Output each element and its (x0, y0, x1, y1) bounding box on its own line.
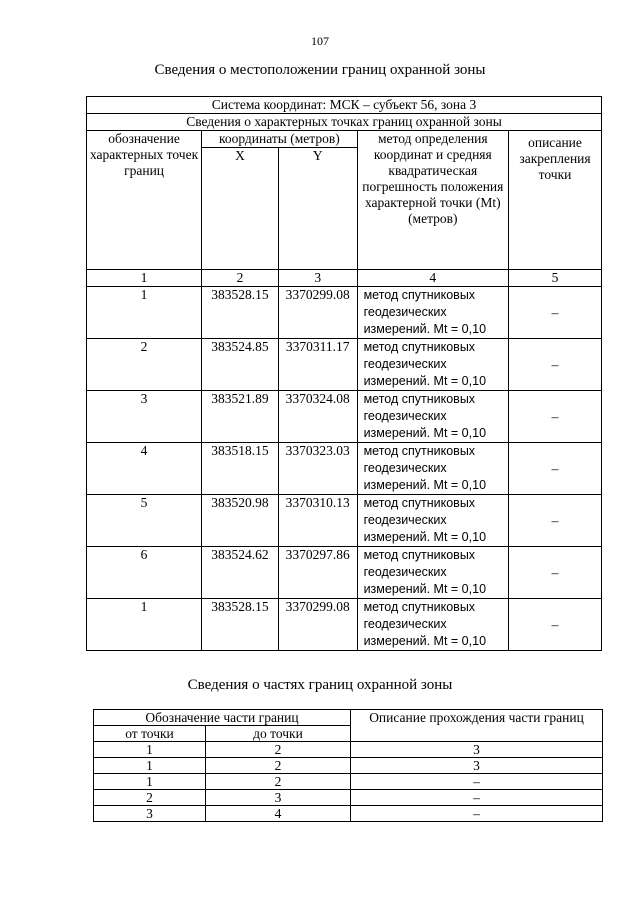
from-point: 1 (94, 758, 206, 774)
header-boundary-part: Обозначение части границ (94, 710, 351, 726)
method-description: метод спутниковых геодезических измерений. Mt = 0,10 (357, 339, 508, 391)
table-row (94, 806, 603, 822)
coordinate-y: 3370311.17 (278, 339, 357, 391)
header-from-point: от точки (94, 726, 206, 742)
table-row (87, 599, 602, 651)
coordinate-y: 3370310.13 (278, 495, 357, 547)
coordinate-y: 3370297.86 (278, 547, 357, 599)
point-designation: 2 (87, 339, 202, 391)
method-description: метод спутниковых геодезических измерений. Mt = 0,10 (357, 391, 508, 443)
from-point: 1 (94, 774, 206, 790)
passage-description: – (351, 790, 603, 806)
passage-description: – (351, 806, 603, 822)
fixing-description: – (509, 287, 602, 339)
coordinate-y: 3370299.08 (278, 287, 357, 339)
point-designation: 5 (87, 495, 202, 547)
method-description: метод спутниковых геодезических измерений. Mt = 0,10 (357, 599, 508, 651)
from-point: 1 (94, 742, 206, 758)
to-point: 2 (206, 758, 351, 774)
column-number-2: 2 (202, 270, 279, 287)
table-row (87, 547, 602, 599)
coordinate-x: 383524.85 (202, 339, 279, 391)
header-passage-description: Описание прохождения части границ (351, 710, 603, 742)
point-designation: 1 (87, 599, 202, 651)
coordinate-x: 383524.62 (202, 547, 279, 599)
fixing-description: – (509, 495, 602, 547)
method-description: метод спутниковых геодезических измерений. Mt = 0,10 (357, 443, 508, 495)
from-point: 2 (94, 790, 206, 806)
header-point-designation: обозначение характерных точек границ (87, 131, 202, 270)
header-x: X (202, 148, 279, 270)
table-row (87, 495, 602, 547)
point-designation: 3 (87, 391, 202, 443)
header-coordinates: координаты (метров) (202, 131, 357, 148)
point-designation: 6 (87, 547, 202, 599)
table-row (87, 391, 602, 443)
column-number-3: 3 (278, 270, 357, 287)
coordinate-y: 3370299.08 (278, 599, 357, 651)
fixing-description: – (509, 391, 602, 443)
point-designation: 1 (87, 287, 202, 339)
coordinate-y: 3370323.03 (278, 443, 357, 495)
coordinate-system-label: Система координат: МСК – субъект 56, зона 3 (87, 97, 602, 114)
to-point: 3 (206, 790, 351, 806)
page-number: 107 (311, 34, 329, 48)
table-row (87, 443, 602, 495)
fixing-description: – (509, 443, 602, 495)
boundary-parts-table (93, 709, 603, 822)
table-row (94, 774, 603, 790)
header-y: Y (278, 148, 357, 270)
passage-description: 3 (351, 758, 603, 774)
passage-description: – (351, 774, 603, 790)
point-designation: 4 (87, 443, 202, 495)
table-subtitle: Сведения о характерных точках границ охранной зоны (87, 114, 602, 131)
table-row (87, 339, 602, 391)
passage-description: 3 (351, 742, 603, 758)
section-title-boundary-parts: Сведения о частях границ охранной зоны (187, 677, 453, 693)
header-description: описание закрепления точки (509, 131, 602, 270)
coordinate-x: 383518.15 (202, 443, 279, 495)
coordinate-x: 383520.98 (202, 495, 279, 547)
fixing-description: – (509, 599, 602, 651)
to-point: 4 (206, 806, 351, 822)
coordinate-x: 383528.15 (202, 287, 279, 339)
header-method: метод определения координат и средняя квадратическая погрешность положения характерной точки (Mt) (метров) (357, 131, 508, 270)
column-number-4: 4 (357, 270, 508, 287)
table-row (87, 287, 602, 339)
coordinate-x: 383528.15 (202, 599, 279, 651)
method-description: метод спутниковых геодезических измерений. Mt = 0,10 (357, 495, 508, 547)
table-row (94, 742, 603, 758)
method-description: метод спутниковых геодезических измерений. Mt = 0,10 (357, 547, 508, 599)
header-to-point: до точки (206, 726, 351, 742)
column-number-5: 5 (509, 270, 602, 287)
characteristic-points-table (86, 96, 602, 651)
to-point: 2 (206, 774, 351, 790)
column-number-1: 1 (87, 270, 202, 287)
to-point: 2 (206, 742, 351, 758)
coordinate-x: 383521.89 (202, 391, 279, 443)
method-description: метод спутниковых геодезических измерений. Mt = 0,10 (357, 287, 508, 339)
table-row (94, 758, 603, 774)
coordinate-y: 3370324.08 (278, 391, 357, 443)
table-row (94, 790, 603, 806)
fixing-description: – (509, 547, 602, 599)
section-title-boundary-location: Сведения о местоположении границ охранной зоны (154, 62, 486, 78)
from-point: 3 (94, 806, 206, 822)
fixing-description: – (509, 339, 602, 391)
